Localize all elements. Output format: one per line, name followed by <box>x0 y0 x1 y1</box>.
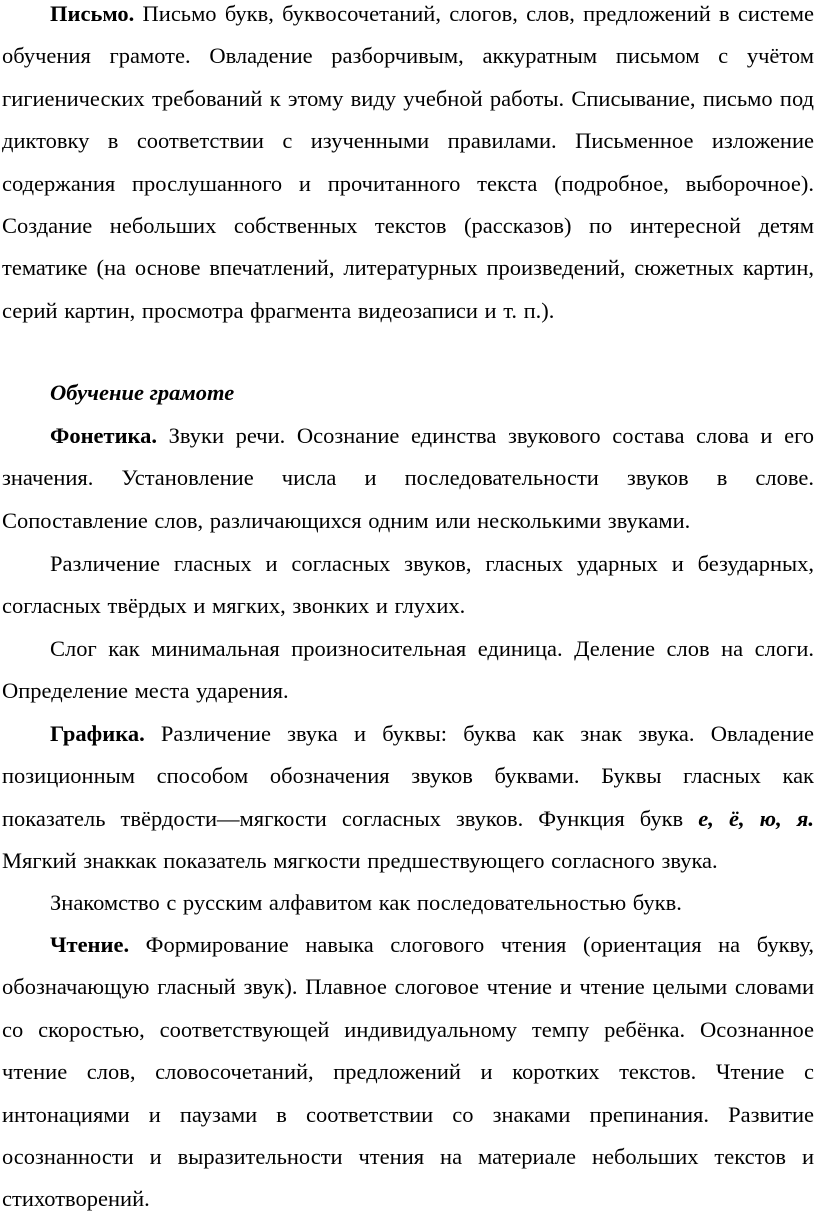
paragraph-writing <box>2 0 814 332</box>
section-heading: Обучение грамоте <box>50 380 235 405</box>
paragraph-syllable <box>2 628 814 713</box>
paragraph-graphics <box>2 713 814 883</box>
paragraph-reading <box>2 924 814 1221</box>
vowel-letters: е, ё, ю, я. <box>698 805 814 831</box>
paragraph-graphics-text-end: Мягкий знаккак показатель мягкости предшествующего согласного звука. <box>2 848 718 874</box>
term-writing: Письмо. <box>50 1 135 26</box>
paragraph-phonetics-text: Звуки речи. Осознание единства звукового состава слова и его значения. Установление числа и последовательности звуков в слове. Сопоставление слов, различающихся одним или несколькими звуками. <box>2 423 814 533</box>
paragraph-vowels-consonants-text: Различение гласных и согласных звуков, гласных ударных и безударных, согласных твёрдых и мягких, звонких и глухих. <box>2 551 814 619</box>
paragraph-alphabet-text: Знакомство с русским алфавитом как последовательностью букв. <box>50 890 682 915</box>
term-graphics: Графика. <box>50 721 145 746</box>
paragraph-syllable-text: Слог как минимальная произносительная единица. Деление слов на слоги. Определение места ударения. <box>2 636 814 704</box>
paragraph-graphics-text: Различение звука и буквы: буква как знак звука. Овладение позиционным способом обозначения звуков буквами. Буквы гласных как показатель твёрдости—мягкости согласных звуков. Функция букв <box>2 721 814 831</box>
paragraph-phonetics <box>2 415 814 542</box>
paragraph-writing-text: Письмо букв, буквосочетаний, слогов, слов, предложений в системе обучения грамоте. Овладение разборчивым, аккуратным письмом с учётом гигиенических требований к этому виду учебной работы. Списывание, письмо под диктовку в соответствии с изученными правилами. Письменное изложение содержания прослушанного и прочитанного текста (подробное, выборочное). Создание небольших собственных текстов (рассказов) по интересной детям тематике (на основе впечатлений, литературных произведений, сюжетных картин, серий картин, просмотра фрагмента видеозаписи и т. п.). <box>2 1 814 323</box>
term-reading: Чтение. <box>50 932 130 957</box>
paragraph-alphabet <box>2 882 814 924</box>
paragraph-reading-text: Формирование навыка слогового чтения (ориентация на букву, обозначающую гласный звук). Плавное слоговое чтение и чтение целыми словами со скоростью, соответствующей индивидуальному темпу ребёнка. Осознанное чтение слов, словосочетаний, предложений и коротких текстов. Чтение с интонациями и паузами в соответствии со знаками препинания. Развитие осознанности и выразительности чтения на материале небольших текстов и стихотворений. <box>2 932 814 1212</box>
paragraph-vowels-consonants <box>2 543 814 628</box>
term-phonetics: Фонетика. <box>50 423 158 448</box>
